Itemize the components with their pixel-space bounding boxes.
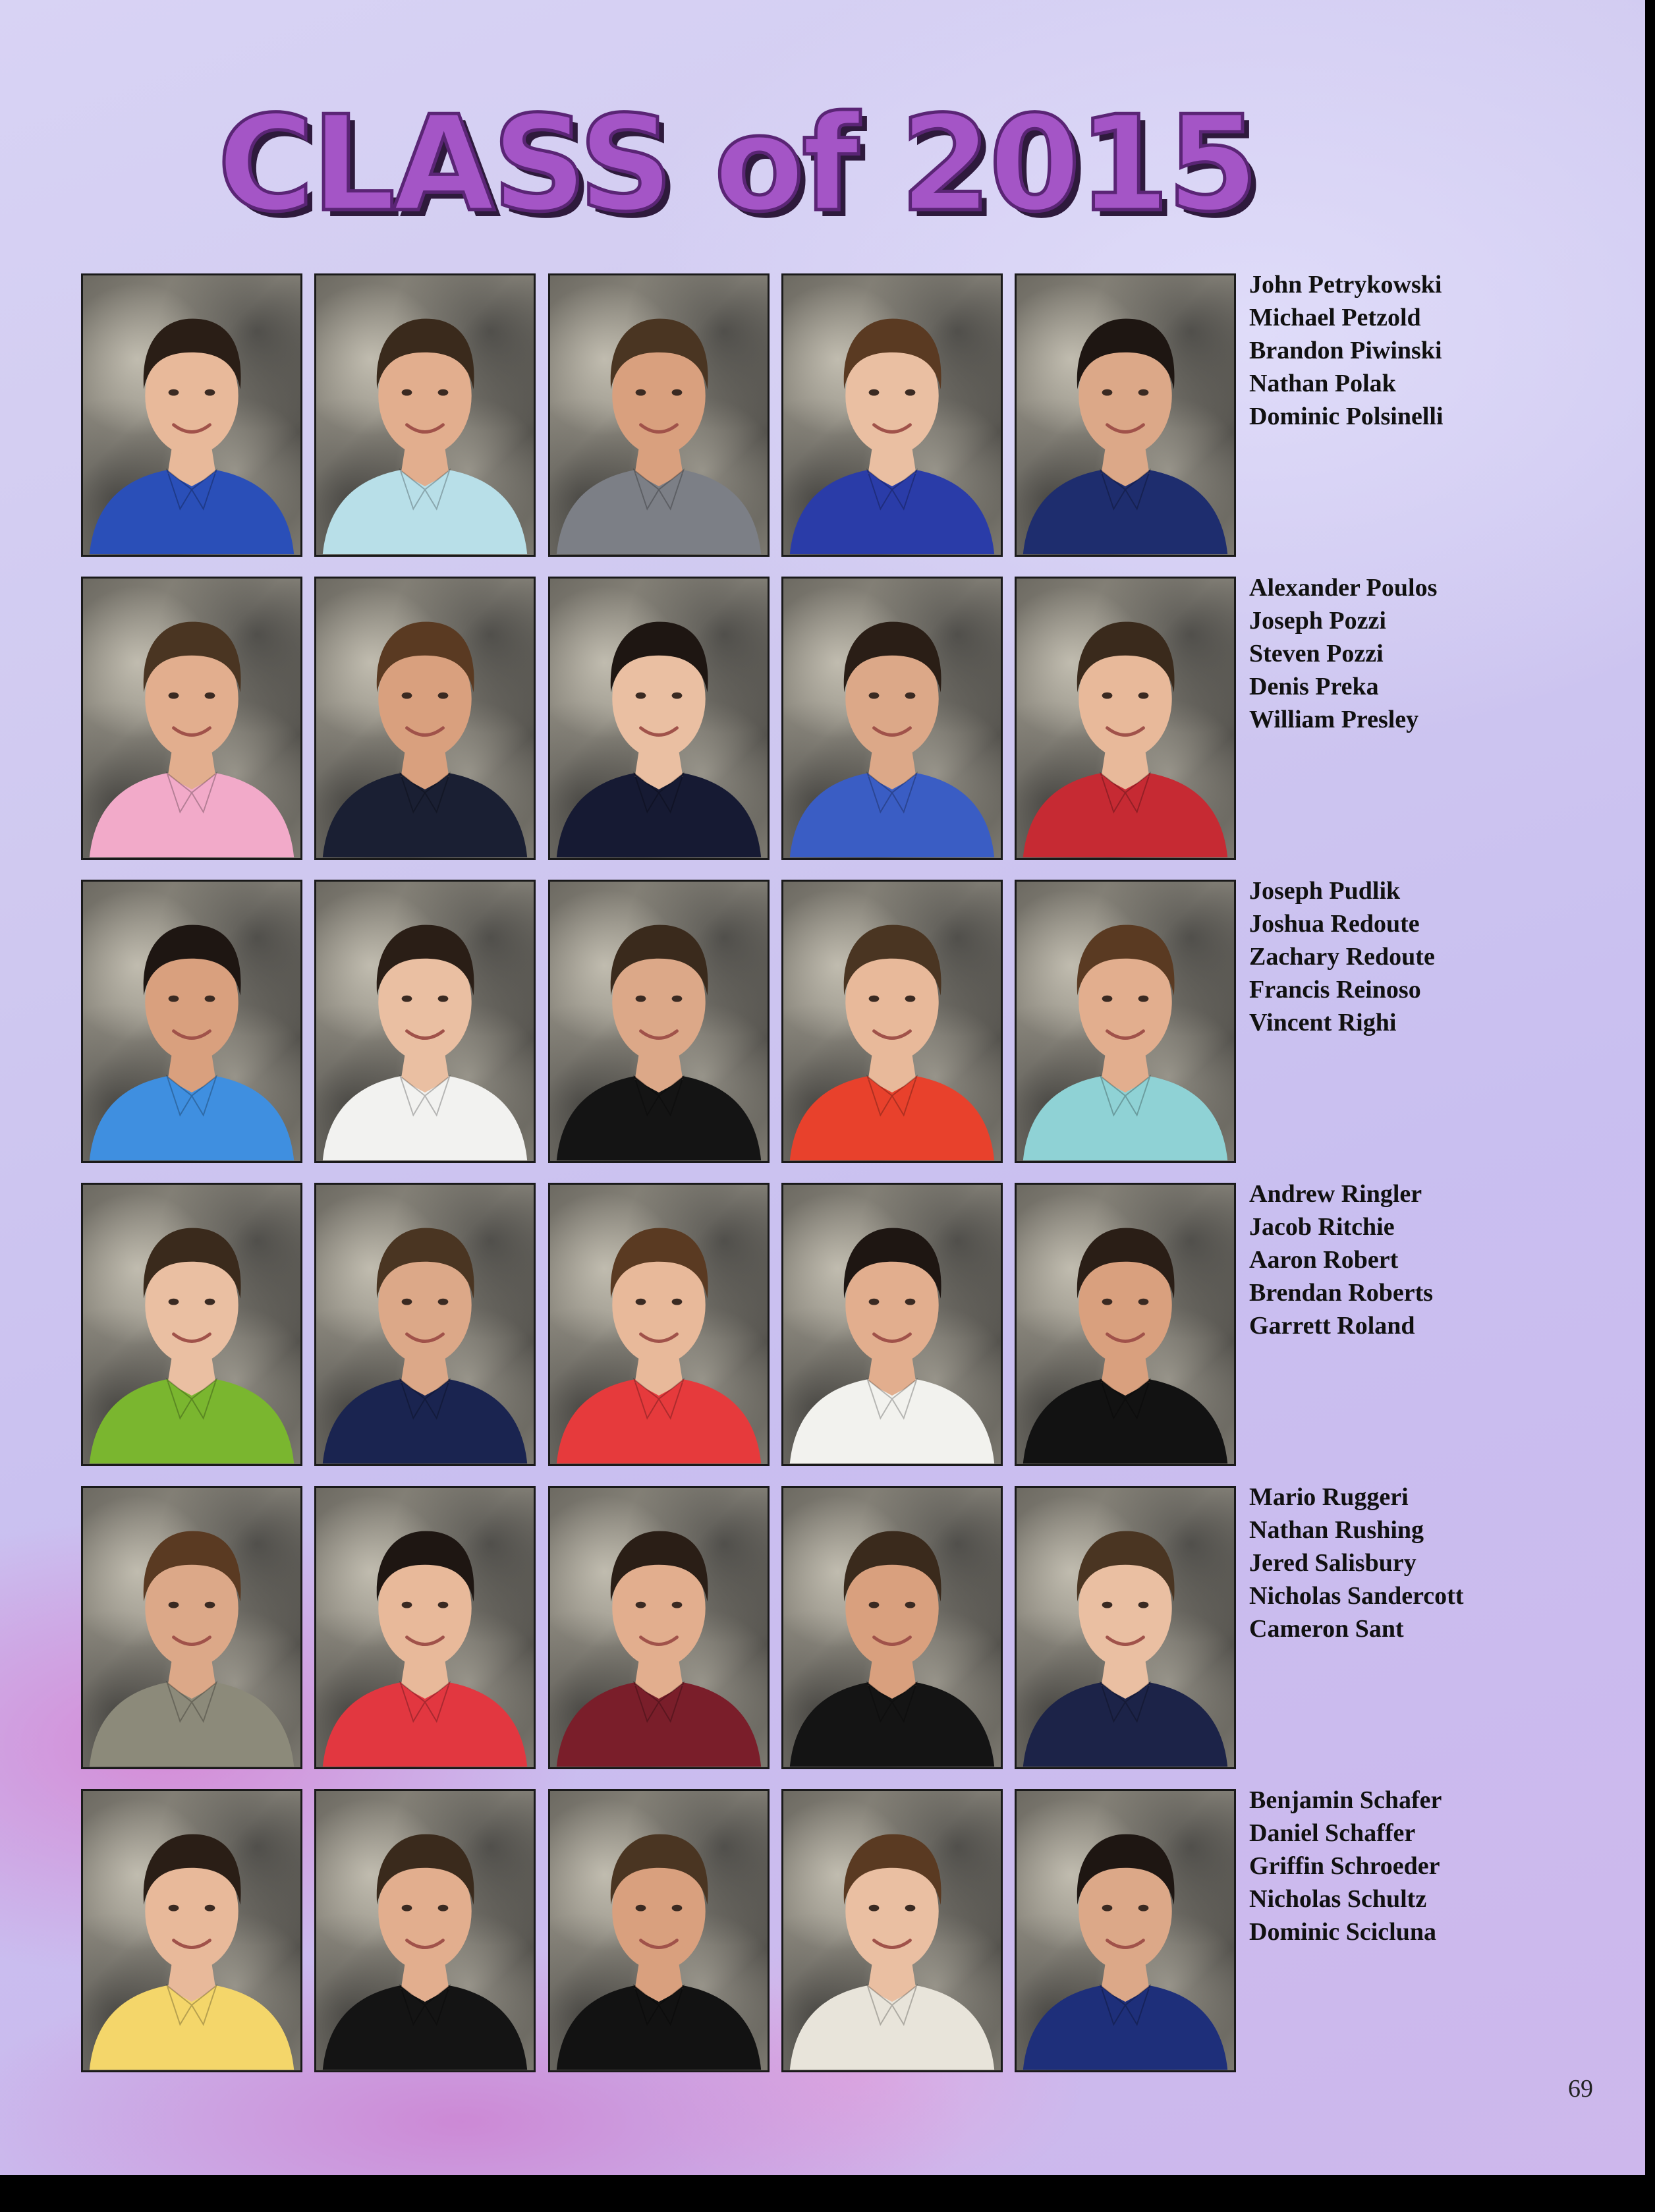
portrait-silhouette <box>783 1185 1001 1464</box>
eye-shape <box>1138 996 1149 1002</box>
student-name-list <box>1249 268 1444 433</box>
eye-shape <box>1102 996 1113 1002</box>
portrait-silhouette <box>83 1791 300 2070</box>
eye-shape <box>636 1299 646 1305</box>
portrait-silhouette <box>1017 579 1234 858</box>
eye-shape <box>672 1299 683 1305</box>
student-name-list <box>1249 874 1435 1039</box>
eye-shape <box>1102 389 1113 396</box>
student-name: Zachary Redoute <box>1249 943 1435 971</box>
portrait-silhouette <box>83 1488 300 1767</box>
portrait-silhouette <box>1017 882 1234 1161</box>
eye-shape <box>905 389 916 396</box>
student-name: Daniel Schaffer <box>1249 1819 1416 1847</box>
portrait-silhouette <box>1017 1488 1234 1767</box>
student-portrait <box>548 1486 770 1769</box>
student-name: Alexander Poulos <box>1249 574 1438 602</box>
eye-shape <box>1138 1602 1149 1608</box>
student-portrait <box>781 1486 1003 1769</box>
student-portrait <box>548 880 770 1163</box>
eye-shape <box>905 693 916 699</box>
student-name: William Presley <box>1249 706 1419 733</box>
eye-shape <box>636 693 646 699</box>
eye-shape <box>1102 1905 1113 1912</box>
eye-shape <box>636 1602 646 1608</box>
student-name: Denis Preka <box>1249 673 1379 700</box>
student-portrait <box>548 273 770 557</box>
eye-shape <box>905 1299 916 1305</box>
eye-shape <box>402 1602 412 1608</box>
eye-shape <box>438 389 449 396</box>
eye-shape <box>672 389 683 396</box>
student-name: Aaron Robert <box>1249 1246 1399 1274</box>
page-number: 69 <box>1568 2075 1593 2103</box>
student-portrait <box>781 1789 1003 2072</box>
eye-shape <box>205 1299 215 1305</box>
student-name: Vincent Righi <box>1249 1009 1397 1036</box>
portrait-silhouette <box>316 1185 534 1464</box>
portrait-silhouette <box>83 275 300 555</box>
eye-shape <box>205 996 215 1002</box>
eye-shape <box>1138 1299 1149 1305</box>
eye-shape <box>205 1602 215 1608</box>
portrait-row <box>81 877 1616 1163</box>
portrait-row <box>81 1180 1616 1466</box>
eye-shape <box>905 996 916 1002</box>
eye-shape <box>402 1299 412 1305</box>
eye-shape <box>1102 693 1113 699</box>
student-portrait <box>81 1486 302 1769</box>
eye-shape <box>402 1905 412 1912</box>
student-name: Brandon Piwinski <box>1249 337 1442 364</box>
eye-shape <box>1102 1602 1113 1608</box>
eye-shape <box>438 1905 449 1912</box>
student-name: Francis Reinoso <box>1249 976 1421 1004</box>
eye-shape <box>869 693 880 699</box>
eye-shape <box>1138 1905 1149 1912</box>
eye-shape <box>869 1299 880 1305</box>
student-portrait <box>1015 1789 1236 2072</box>
eye-shape <box>672 693 683 699</box>
portrait-silhouette <box>1017 275 1234 555</box>
portrait-silhouette <box>1017 1185 1234 1464</box>
eye-shape <box>438 1602 449 1608</box>
student-name: Michael Petzold <box>1249 304 1421 331</box>
student-name: Dominic Polsinelli <box>1249 403 1444 430</box>
portrait-silhouette <box>550 1185 768 1464</box>
student-name: Joseph Pozzi <box>1249 607 1386 635</box>
portrait-silhouette <box>550 1488 768 1767</box>
portrait-silhouette <box>783 1791 1001 2070</box>
portrait-row <box>81 273 1616 557</box>
student-portrait <box>1015 1486 1236 1769</box>
portrait-silhouette <box>316 579 534 858</box>
eye-shape <box>869 389 880 396</box>
portrait-silhouette <box>83 882 300 1161</box>
student-portrait <box>81 880 302 1163</box>
student-name: Nicholas Sandercott <box>1249 1582 1464 1610</box>
student-name: Joshua Redoute <box>1249 910 1420 938</box>
student-portrait <box>81 577 302 860</box>
eye-shape <box>869 1905 880 1912</box>
student-portrait <box>781 273 1003 557</box>
student-name-list <box>1249 1177 1433 1342</box>
eye-shape <box>438 1299 449 1305</box>
portrait-silhouette <box>83 1185 300 1464</box>
student-portrait <box>314 577 536 860</box>
student-portrait <box>781 880 1003 1163</box>
student-portrait <box>81 1183 302 1466</box>
student-name: Joseph Pudlik <box>1249 877 1401 905</box>
eye-shape <box>438 693 449 699</box>
student-name: Cameron Sant <box>1249 1615 1404 1643</box>
student-portrait <box>548 1183 770 1466</box>
student-name: John Petrykowski <box>1249 271 1442 298</box>
eye-shape <box>1138 389 1149 396</box>
student-portrait <box>781 1183 1003 1466</box>
portrait-silhouette <box>783 1488 1001 1767</box>
student-portrait <box>548 1789 770 2072</box>
student-portrait <box>314 880 536 1163</box>
portrait-silhouette <box>83 579 300 858</box>
student-name: Mario Ruggeri <box>1249 1483 1409 1511</box>
eye-shape <box>205 1905 215 1912</box>
student-name: Nicholas Schultz <box>1249 1885 1427 1913</box>
eye-shape <box>905 1905 916 1912</box>
student-name-list <box>1249 1784 1442 1948</box>
eye-shape <box>205 693 215 699</box>
page-title: CLASS of 2015 <box>217 88 1256 241</box>
student-portrait <box>314 1183 536 1466</box>
portrait-silhouette <box>783 579 1001 858</box>
eye-shape <box>636 389 646 396</box>
eye-shape <box>169 693 179 699</box>
eye-shape <box>169 1905 179 1912</box>
eye-shape <box>672 1602 683 1608</box>
eye-shape <box>1138 693 1149 699</box>
student-name: Steven Pozzi <box>1249 640 1384 667</box>
student-portrait <box>1015 577 1236 860</box>
portrait-silhouette <box>316 1791 534 2070</box>
eye-shape <box>402 389 412 396</box>
eye-shape <box>169 389 179 396</box>
student-portrait <box>81 1789 302 2072</box>
portrait-row <box>81 1483 1616 1769</box>
eye-shape <box>636 996 646 1002</box>
student-name: Nathan Polak <box>1249 370 1396 397</box>
student-name: Griffin Schroeder <box>1249 1852 1440 1880</box>
eye-shape <box>402 693 412 699</box>
portrait-silhouette <box>550 882 768 1161</box>
student-portrait <box>1015 1183 1236 1466</box>
student-portrait <box>548 577 770 860</box>
portrait-silhouette <box>550 275 768 555</box>
eye-shape <box>169 996 179 1002</box>
eye-shape <box>869 996 880 1002</box>
portrait-row <box>81 574 1616 860</box>
eye-shape <box>205 389 215 396</box>
student-portrait <box>314 273 536 557</box>
student-portrait <box>1015 880 1236 1163</box>
portrait-silhouette <box>783 882 1001 1161</box>
student-name: Brendan Roberts <box>1249 1279 1434 1307</box>
student-name-list <box>1249 571 1437 736</box>
eye-shape <box>672 1905 683 1912</box>
student-portrait <box>314 1789 536 2072</box>
student-portrait <box>1015 273 1236 557</box>
portrait-silhouette <box>316 882 534 1161</box>
student-name: Dominic Scicluna <box>1249 1918 1436 1946</box>
student-name: Jered Salisbury <box>1249 1549 1417 1577</box>
student-name: Nathan Rushing <box>1249 1516 1424 1544</box>
eye-shape <box>905 1602 916 1608</box>
student-name: Benjamin Schafer <box>1249 1786 1442 1814</box>
portrait-row <box>81 1786 1616 2072</box>
eye-shape <box>402 996 412 1002</box>
student-portrait <box>781 577 1003 860</box>
student-name: Andrew Ringler <box>1249 1180 1422 1208</box>
student-name: Jacob Ritchie <box>1249 1213 1395 1241</box>
portrait-silhouette <box>316 275 534 555</box>
student-name-list <box>1249 1481 1463 1645</box>
student-portrait <box>81 273 302 557</box>
eye-shape <box>672 996 683 1002</box>
portrait-silhouette <box>550 1791 768 2070</box>
eye-shape <box>869 1602 880 1608</box>
student-name: Garrett Roland <box>1249 1312 1415 1340</box>
eye-shape <box>169 1299 179 1305</box>
eye-shape <box>438 996 449 1002</box>
eye-shape <box>636 1905 646 1912</box>
portrait-silhouette <box>316 1488 534 1767</box>
eye-shape <box>169 1602 179 1608</box>
portrait-silhouette <box>550 579 768 858</box>
eye-shape <box>1102 1299 1113 1305</box>
portrait-silhouette <box>1017 1791 1234 2070</box>
student-portrait <box>314 1486 536 1769</box>
portrait-silhouette <box>783 275 1001 555</box>
